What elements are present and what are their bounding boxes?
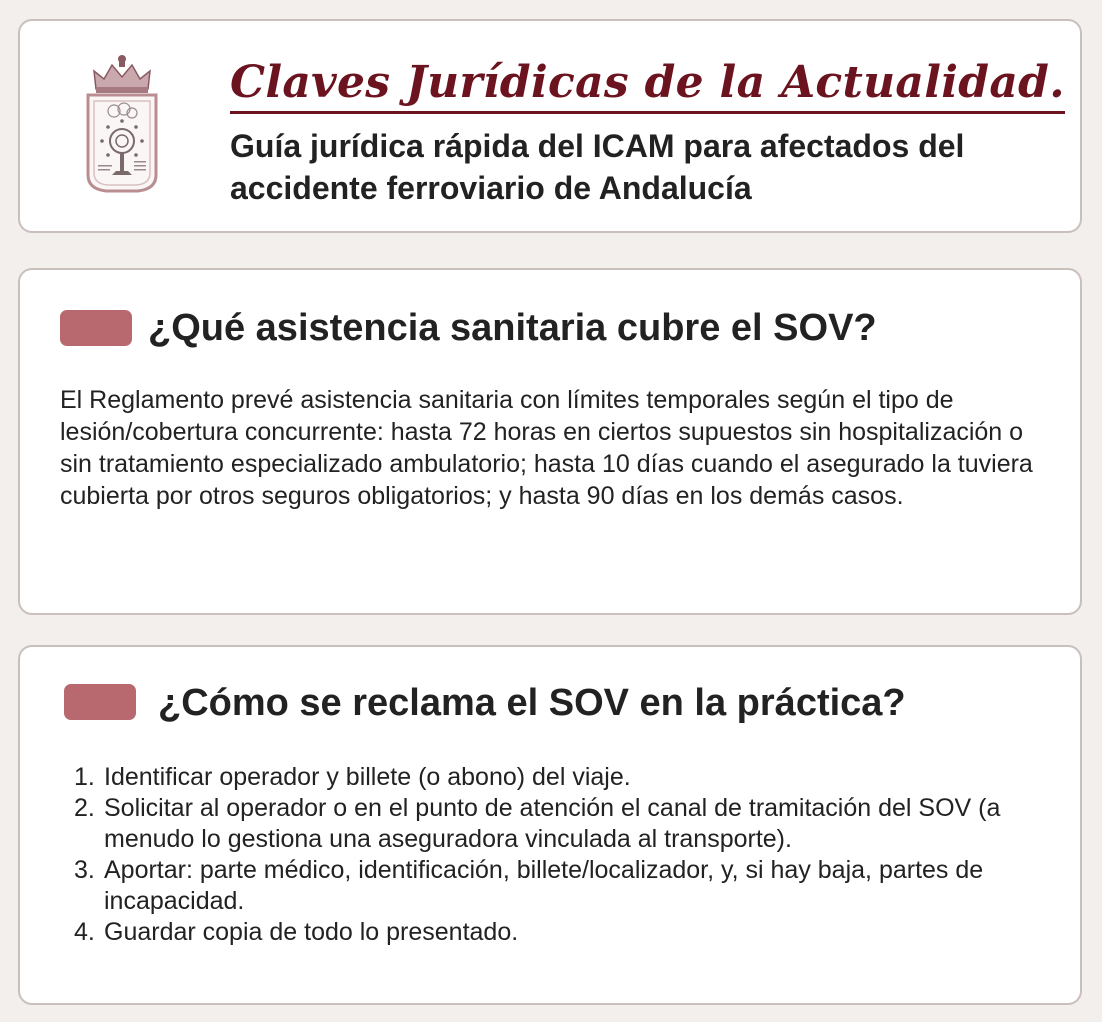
- section-marker: [64, 684, 136, 720]
- step-number: 3.: [74, 856, 95, 884]
- list-item: [74, 855, 1064, 917]
- page-title: Claves Jurídicas de la Actualidad.: [230, 57, 1065, 114]
- step-number: 4.: [74, 918, 95, 946]
- section-card-how-to-claim: [18, 645, 1082, 1005]
- section-heading: ¿Qué asistencia sanitaria cubre el SOV?: [148, 307, 877, 349]
- page-subtitle: Guía jurídica rápida del ICAM para afectados del accidente ferroviario de Andalucía: [230, 128, 965, 206]
- steps-list: [74, 762, 1064, 948]
- section-heading: ¿Cómo se reclama el SOV en la práctica?: [158, 682, 906, 724]
- list-item: [74, 793, 1064, 855]
- step-text: Identificar operador y billete (o abono) del viaje.: [104, 763, 631, 791]
- section-card-health-coverage: [18, 268, 1082, 615]
- list-item: [74, 762, 1064, 793]
- icam-crest-icon: [74, 49, 170, 199]
- section-body: El Reglamento prevé asistencia sanitaria con límites temporales según el tipo de lesión/cobertura concurrente: hasta 72 horas en ciertos supuestos sin hospitalización o sin tratamiento especializado ambulatorio; hasta 10 días cuando el asegurado la tuviera cubierta por otros seguros obligatorios; y hasta 90 días en los demás casos.: [60, 386, 1033, 510]
- step-text: Solicitar al operador o en el punto de atención el canal de tramitación del SOV (a menudo lo gestiona una aseguradora vinculada al transporte).: [104, 794, 1001, 853]
- step-text: Guardar copia de todo lo presentado.: [104, 918, 519, 946]
- list-item: [74, 917, 1064, 948]
- section-marker: [60, 310, 132, 346]
- step-number: 1.: [74, 763, 95, 791]
- header-card: [18, 19, 1082, 233]
- step-text: Aportar: parte médico, identificación, billete/localizador, y, si hay baja, partes de incapacidad.: [104, 856, 984, 915]
- step-number: 2.: [74, 794, 95, 822]
